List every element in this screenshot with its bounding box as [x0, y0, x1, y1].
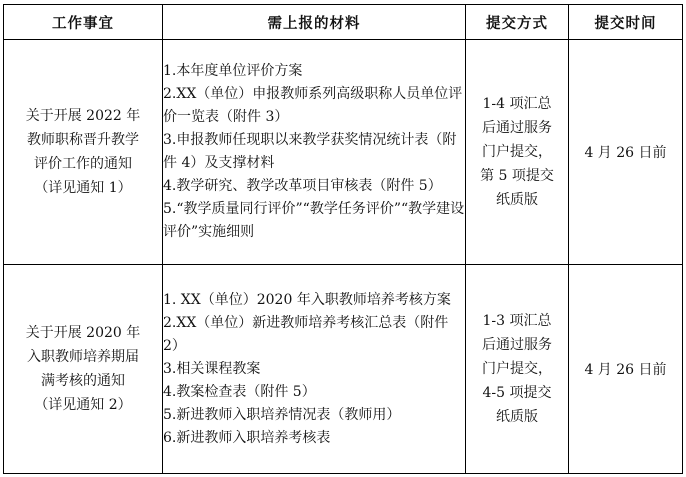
material-item: 2.XX（单位）申报教师系列高级职称人员单位评价一览表（附件 3）	[163, 86, 463, 125]
material-item: 3.申报教师任现职以来教学获奖情况统计表（附件 4）及支撑材料	[163, 132, 457, 171]
material-item: 6.新进教师入职培养考核表	[163, 429, 331, 446]
material-item: 2.XX（单位）新进教师培养考核汇总表（附件 2）	[163, 314, 449, 354]
material-item: 1. XX（单位）2020 年入职教师培养考核方案	[163, 291, 451, 308]
table-row	[4, 265, 683, 474]
material-item: 4.教案检查表（附件 5）	[163, 383, 316, 400]
material-item: 3.相关课程教案	[163, 360, 261, 377]
method-cell	[466, 40, 569, 265]
table-row	[4, 40, 683, 265]
material-item: 1.本年度单位评价方案	[163, 63, 303, 79]
method-text: 1-4 项汇总 后通过服务 门户提交， 第 5 项提交 纸质版	[480, 96, 554, 208]
deadline-cell: 4 月 26 日前	[569, 265, 683, 474]
materials-cell	[163, 265, 466, 474]
deadline-cell: 4 月 26 日前	[569, 40, 683, 265]
task-text: 关于开展 2020 年 入职教师培养期届 满考核的通知 （详见通知 2）	[25, 325, 141, 413]
task-cell	[4, 40, 163, 265]
material-item: 5.新进教师入职培养情况表（教师用）	[163, 406, 401, 423]
submission-table	[3, 4, 683, 474]
table-header-row	[4, 5, 683, 40]
task-text: 关于开展 2022 年 教师职称晋升教学 评价工作的通知 （详见通知 1）	[25, 108, 141, 196]
method-cell	[466, 265, 569, 474]
header-materials: 需上报的材料	[163, 5, 466, 40]
method-text: 1-3 项汇总 后通过服务 门户提交， 4-5 项提交 纸质版	[482, 313, 552, 425]
material-item: 5.“教学质量同行评价”“教学任务评价”“教学建设评价”实施细则	[163, 201, 465, 240]
task-cell	[4, 265, 163, 474]
header-deadline: 提交时间	[569, 5, 683, 40]
header-method: 提交方式	[466, 5, 569, 40]
material-item: 4.教学研究、教学改革项目审核表（附件 5）	[163, 178, 442, 194]
header-task: 工作事宜	[4, 5, 163, 40]
materials-cell	[163, 40, 466, 265]
